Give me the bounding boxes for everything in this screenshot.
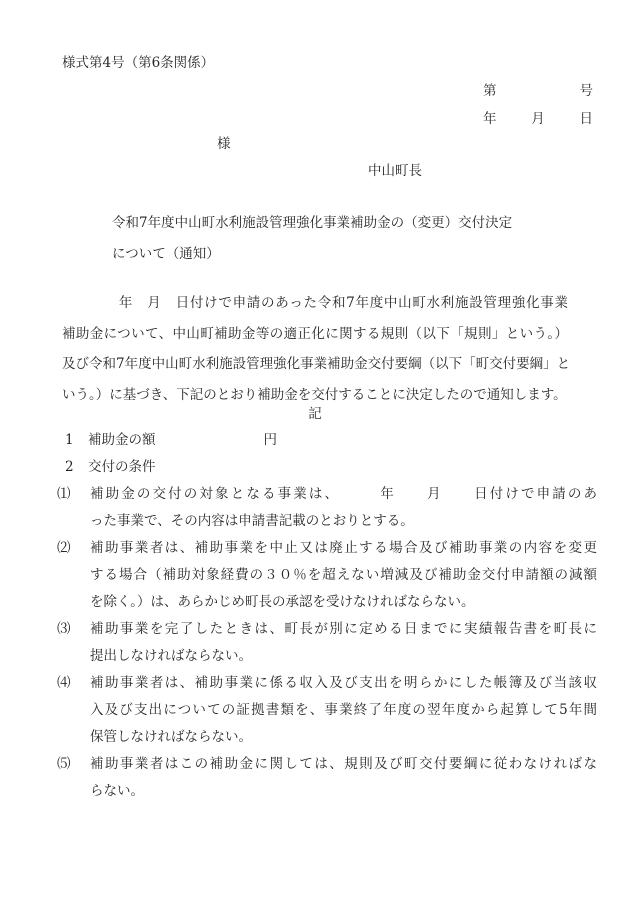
sub-item bbox=[57, 481, 597, 535]
text-line: った事業で、その内容は申請書記載のとおりとする。 bbox=[90, 513, 414, 529]
item-text bbox=[88, 427, 597, 454]
numbered-item bbox=[57, 454, 597, 481]
text-line: 提出しなければならない。 bbox=[90, 648, 252, 664]
text-line: 入及び支出についての証拠書類を、事業終了年度の翌年度から起算して5年間 bbox=[90, 702, 597, 718]
doc-number-suffix: 号 bbox=[579, 83, 593, 99]
doc-number-prefix: 第 bbox=[483, 83, 497, 99]
addressee-honorific: 様 bbox=[217, 136, 231, 152]
item-text bbox=[90, 535, 597, 616]
item-marker: ⑷ bbox=[57, 675, 71, 691]
item-marker: 2 bbox=[65, 459, 74, 475]
subject-title bbox=[112, 208, 512, 270]
sub-item bbox=[57, 616, 597, 670]
text-line: 補助金について、中山町補助金等の適正化に関する規則（以下「規則」という。） bbox=[62, 325, 568, 342]
text-line: 交付の条件 bbox=[88, 459, 156, 475]
text-line: 保管しなければならない。 bbox=[90, 729, 252, 745]
text-line: 補助金の額 円 bbox=[88, 432, 277, 448]
document-number-line bbox=[483, 85, 593, 99]
text-line: を除く。）は、あらかじめ町長の承認を受けなければならない。 bbox=[90, 594, 475, 610]
text-line: らない。 bbox=[90, 783, 144, 799]
sender-title: 中山町長 bbox=[368, 163, 422, 179]
item-text bbox=[88, 454, 597, 481]
item-text bbox=[90, 751, 597, 805]
item-text bbox=[90, 481, 597, 535]
date-year-label: 年 bbox=[483, 111, 497, 127]
text-line: 補助事業を完了したときは、町長が別に定める日までに実績報告書を町長に bbox=[90, 621, 597, 637]
text-line: 補助事業者は、補助事業に係る収入及び支出を明らかにした帳簿及び当該収 bbox=[90, 675, 597, 691]
item-marker: ⑶ bbox=[57, 621, 71, 637]
item-marker: 1 bbox=[65, 432, 74, 448]
item-text bbox=[90, 670, 597, 751]
form-number-label: 様式第4号（第6条関係） bbox=[62, 55, 215, 71]
text-line: 補助事業者は、補助事業を中止又は廃止する場合及び補助事業の内容を変更 bbox=[90, 540, 597, 556]
item-marker: ⑴ bbox=[57, 486, 71, 502]
text-line: する場合（補助対象経費の３０％を超えない増減及び補助金交付申請額の減額 bbox=[90, 567, 597, 583]
numbered-item bbox=[57, 427, 597, 454]
record-marker: 記 bbox=[308, 406, 322, 422]
text-line: について（通知） bbox=[112, 246, 220, 262]
item-marker: ⑵ bbox=[57, 540, 71, 556]
sub-item bbox=[57, 670, 597, 751]
intro-paragraph bbox=[62, 288, 571, 410]
text-line: いう。）に基づき、下記のとおり補助金を交付することに決定したので通知します。 bbox=[62, 386, 567, 403]
text-line: 及び令和7年度中山町水利施設管理強化事業補助金交付要綱（以下「町交付要綱」と bbox=[62, 356, 571, 372]
text-line: 年 月 日付けで申請のあった令和7年度中山町水利施設管理強化事業 bbox=[62, 295, 568, 311]
text-line: 令和7年度中山町水利施設管理強化事業補助金の（変更）交付決定 bbox=[112, 215, 513, 231]
date-month-label: 月 bbox=[531, 111, 545, 127]
issue-date-line bbox=[483, 113, 593, 127]
sub-item bbox=[57, 751, 597, 805]
items-list bbox=[57, 427, 597, 805]
sub-item bbox=[57, 535, 597, 616]
date-day-label: 日 bbox=[579, 111, 593, 127]
item-marker: ⑸ bbox=[57, 756, 71, 772]
text-line: 補助事業者はこの補助金に関しては、規則及び町交付要綱に従わなければな bbox=[90, 756, 597, 772]
text-line: 補助金の交付の対象となる事業は、 年 月 日付けで申請のあ bbox=[90, 486, 597, 502]
item-text bbox=[90, 616, 597, 670]
